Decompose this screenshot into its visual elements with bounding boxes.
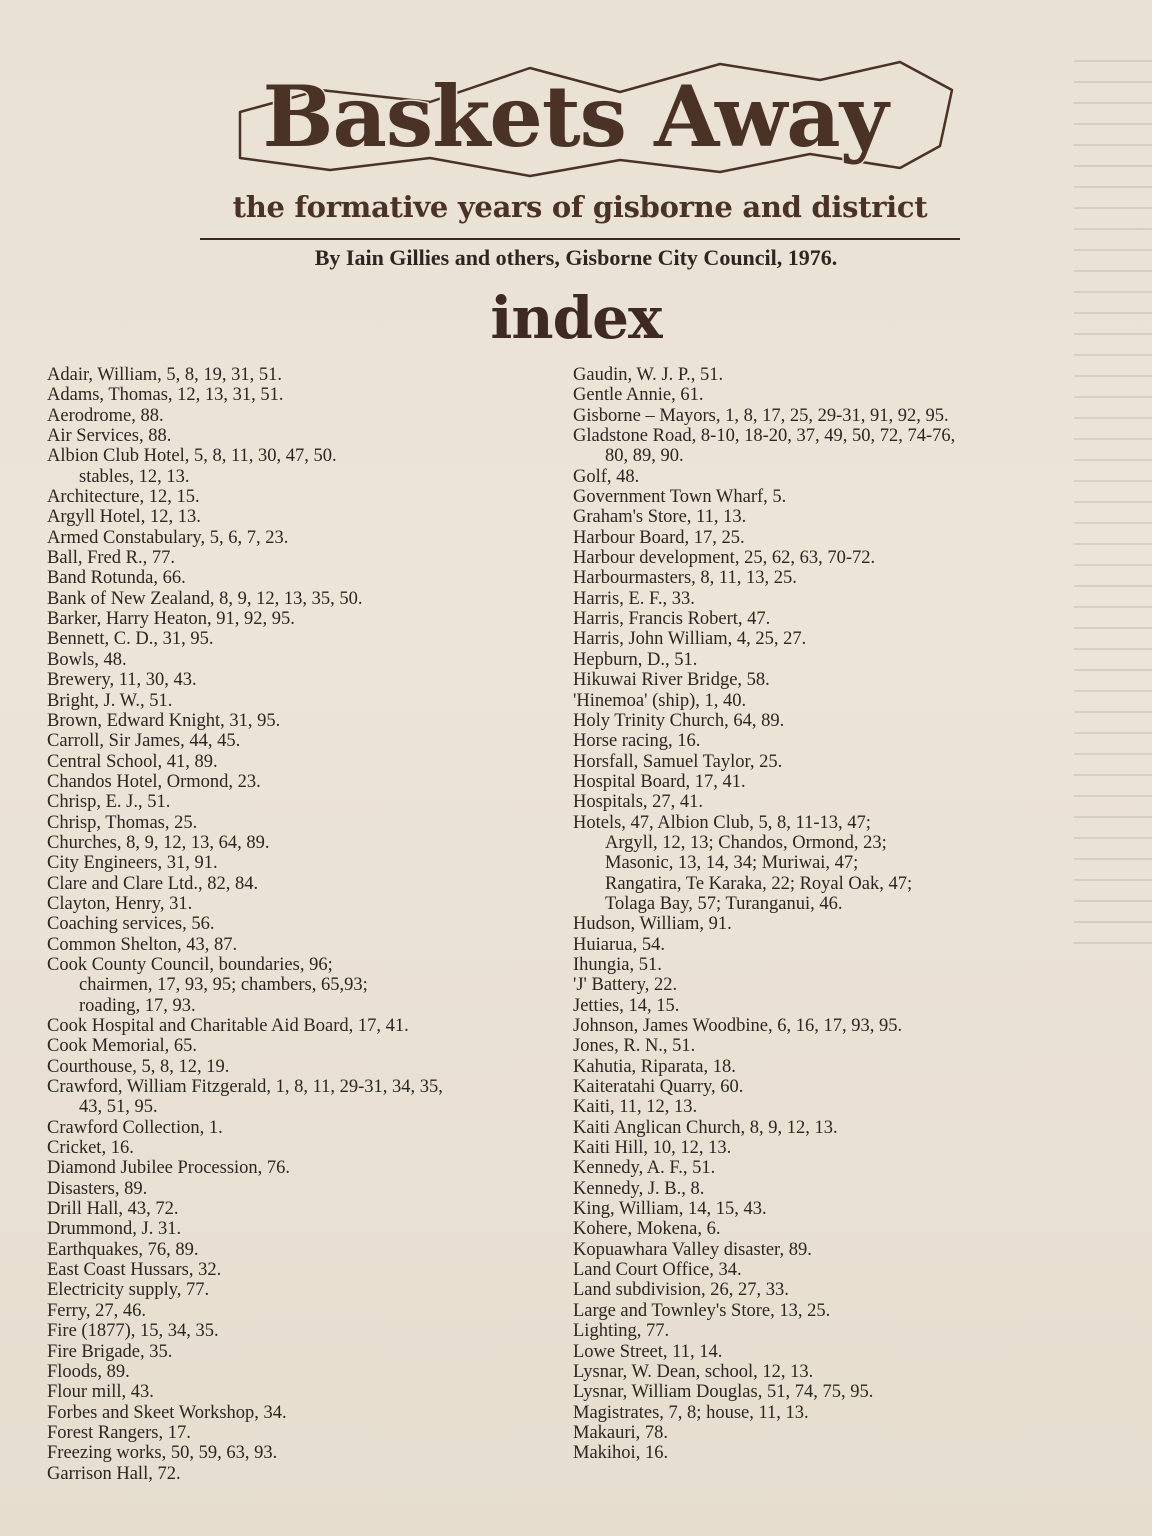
index-entry: Common Shelton, 43, 87.	[47, 934, 238, 955]
index-entry: Makihoi, 16.	[573, 1443, 669, 1464]
index-entry: Ihungia, 51.	[573, 954, 662, 975]
index-entry: Makauri, 78.	[573, 1422, 669, 1443]
index-entry: Kaiti, 11, 12, 13.	[573, 1097, 698, 1118]
index-entry: Armed Constabulary, 5, 6, 7, 23.	[47, 527, 289, 548]
index-entry: Jetties, 14, 15.	[573, 995, 680, 1016]
index-entry: 'Hinemoa' (ship), 1, 40.	[573, 690, 747, 711]
index-entry: Harbour development, 25, 62, 63, 70-72.	[573, 548, 876, 569]
index-entry: Golf, 48.	[573, 466, 640, 487]
index-entry: Electricity supply, 77.	[47, 1280, 210, 1301]
index-entry: Hikuwai River Bridge, 58.	[573, 670, 770, 691]
index-entry: Forest Rangers, 17.	[47, 1422, 191, 1443]
index-column-left	[47, 365, 587, 1484]
index-entry: Brewery, 11, 30, 43.	[47, 670, 197, 691]
index-subentry: chairmen, 17, 93, 95; chambers, 65,93;	[79, 975, 368, 996]
index-subentry: Masonic, 13, 14, 34; Muriwai, 47;	[605, 853, 859, 874]
index-subentry: Argyll, 12, 13; Chandos, Ormond, 23;	[605, 832, 887, 853]
index-entry: Lysnar, W. Dean, school, 12, 13.	[573, 1361, 814, 1382]
byline: By Iain Gillies and others, Gisborne City Council, 1976.	[314, 245, 838, 270]
index-entry: Barker, Harry Heaton, 91, 92, 95.	[47, 609, 295, 630]
index-entry: Harris, John William, 4, 25, 27.	[573, 629, 807, 650]
index-entry: Harbourmasters, 8, 11, 13, 25.	[573, 568, 797, 589]
index-entry: Albion Club Hotel, 5, 8, 11, 30, 47, 50.	[47, 446, 337, 467]
index-entry: Fire Brigade, 35.	[47, 1341, 173, 1362]
index-entry: City Engineers, 31, 91.	[47, 853, 218, 874]
index-entry: Brown, Edward Knight, 31, 95.	[47, 710, 281, 731]
index-entry: Adair, William, 5, 8, 19, 31, 51.	[47, 365, 283, 385]
index-entry: Diamond Jubilee Procession, 76.	[47, 1158, 291, 1179]
index-entry: Hospital Board, 17, 41.	[573, 771, 746, 792]
index-entry: Hudson, William, 91.	[573, 914, 732, 935]
index-entry: Cook Memorial, 65.	[47, 1036, 198, 1057]
index-entry: Freezing works, 50, 59, 63, 93.	[47, 1443, 278, 1464]
index-entry: East Coast Hussars, 32.	[47, 1260, 222, 1281]
index-entry: Chrisp, Thomas, 25.	[47, 812, 198, 833]
index-entry: Harris, Francis Robert, 47.	[573, 609, 771, 630]
index-entry: Forbes and Skeet Workshop, 34.	[47, 1402, 287, 1423]
index-entry: Floods, 89.	[47, 1361, 130, 1382]
index-entry: Drill Hall, 43, 72.	[47, 1199, 179, 1220]
index-entry: Graham's Store, 11, 13.	[573, 507, 747, 528]
index-entry: Bank of New Zealand, 8, 9, 12, 13, 35, 50.	[47, 588, 363, 609]
index-entry: Lowe Street, 11, 14.	[573, 1341, 723, 1362]
index-entry: Crawford, William Fitzgerald, 1, 8, 11, 29-31, 34, 35,	[47, 1077, 443, 1098]
baskets-away-logo	[200, 50, 960, 190]
index-entry: Carroll, Sir James, 44, 45.	[47, 731, 241, 752]
index-subentry: Tolaga Bay, 57; Turanganui, 46.	[605, 893, 843, 914]
index-entry: Kaiteratahi Quarry, 60.	[573, 1077, 744, 1098]
book-subtitle: the formative years of gisborne and district	[232, 190, 928, 224]
index-subentry: stables, 12, 13.	[79, 466, 190, 487]
index-entry: Kopuawhara Valley disaster, 89.	[573, 1239, 812, 1260]
index-entry: Architecture, 12, 15.	[47, 487, 200, 508]
index-entry: Central School, 41, 89.	[47, 751, 218, 772]
index-entry: Land Court Office, 34.	[573, 1260, 742, 1281]
index-entry: Disasters, 89.	[47, 1178, 148, 1199]
index-entry: Gaudin, W. J. P., 51.	[573, 365, 724, 385]
index-entry: Courthouse, 5, 8, 12, 19.	[47, 1056, 230, 1077]
index-entry: Magistrates, 7, 8; house, 11, 13.	[573, 1402, 809, 1423]
index-subentry: roading, 17, 93.	[79, 995, 196, 1016]
index-entry: Horsfall, Samuel Taylor, 25.	[573, 751, 783, 772]
index-entry: Kennedy, A. F., 51.	[573, 1158, 716, 1179]
index-entry: Churches, 8, 9, 12, 13, 64, 89.	[47, 832, 270, 853]
index-entry: Chandos Hotel, Ormond, 23.	[47, 771, 261, 792]
index-entry: Government Town Wharf, 5.	[573, 487, 787, 508]
index-entry: Clayton, Henry, 31.	[47, 893, 193, 914]
index-entry: Ball, Fred R., 77.	[47, 548, 175, 569]
index-entry: Argyll Hotel, 12, 13.	[47, 507, 201, 528]
index-entry: Bowls, 48.	[47, 649, 127, 670]
index-entry: Earthquakes, 76, 89.	[47, 1239, 199, 1260]
index-entry: Kaiti Hill, 10, 12, 13.	[573, 1138, 732, 1159]
index-entry: Ferry, 27, 46.	[47, 1300, 146, 1321]
index-entry: Holy Trinity Church, 64, 89.	[573, 710, 785, 731]
index-entry: Hospitals, 27, 41.	[573, 792, 704, 813]
index-subentry: Rangatira, Te Karaka, 22; Royal Oak, 47;	[605, 873, 913, 894]
index-entry: Hepburn, D., 51.	[573, 649, 698, 670]
index-entry: Kaiti Anglican Church, 8, 9, 12, 13.	[573, 1117, 838, 1138]
index-entry: Kennedy, J. B., 8.	[573, 1178, 705, 1199]
index-entry: Gladstone Road, 8-10, 18-20, 37, 49, 50, 72, 74-76,	[573, 426, 956, 447]
index-entry: Johnson, James Woodbine, 6, 16, 17, 93, 95.	[573, 1016, 903, 1036]
index-column-right	[573, 365, 1113, 1464]
index-subentry: 80, 89, 90.	[605, 446, 684, 467]
index-entry: Land subdivision, 26, 27, 33.	[573, 1280, 789, 1301]
index-entry: Horse racing, 16.	[573, 731, 701, 752]
index-entry: Gisborne – Mayors, 1, 8, 17, 25, 29-31, 91, 92, 95.	[573, 405, 949, 426]
logo-text: Baskets Away	[262, 67, 888, 166]
index-entry: Kohere, Mokena, 6.	[573, 1219, 721, 1240]
index-entry: Aerodrome, 88.	[47, 405, 164, 426]
index-entry: Coaching services, 56.	[47, 914, 215, 935]
index-entry: Drummond, J. 31.	[47, 1219, 182, 1240]
index-entry: Gentle Annie, 61.	[573, 385, 704, 406]
masthead	[200, 50, 960, 250]
index-entry: Hotels, 47, Albion Club, 5, 8, 11-13, 47;	[573, 812, 871, 833]
index-heading: index	[490, 284, 662, 352]
index-entry: Chrisp, E. J., 51.	[47, 792, 171, 813]
index-entry: Lysnar, William Douglas, 51, 74, 75, 95.	[573, 1382, 874, 1403]
index-entry: Huiarua, 54.	[573, 934, 665, 955]
index-entry: Lighting, 77.	[573, 1321, 670, 1342]
index-entry: Flour mill, 43.	[47, 1382, 154, 1403]
index-entry: Fire (1877), 15, 34, 35.	[47, 1321, 219, 1342]
index-entry: Crawford Collection, 1.	[47, 1117, 223, 1138]
index-entry: Bright, J. W., 51.	[47, 690, 173, 711]
index-entry: Adams, Thomas, 12, 13, 31, 51.	[47, 385, 284, 406]
index-entry: Garrison Hall, 72.	[47, 1463, 181, 1484]
index-entry: Harbour Board, 17, 25.	[573, 527, 745, 548]
index-entry: Large and Townley's Store, 13, 25.	[573, 1300, 831, 1321]
index-entry: Cook Hospital and Charitable Aid Board, 17, 41.	[47, 1016, 409, 1036]
index-entry: Band Rotunda, 66.	[47, 568, 186, 589]
index-subentry: 43, 51, 95.	[79, 1097, 158, 1118]
index-entry: King, William, 14, 15, 43.	[573, 1199, 767, 1220]
index-entry: Air Services, 88.	[47, 426, 172, 447]
index-entry: 'J' Battery, 22.	[573, 975, 678, 996]
masthead-rule	[200, 238, 960, 240]
index-entry: Bennett, C. D., 31, 95.	[47, 629, 214, 650]
index-entry: Kahutia, Riparata, 18.	[573, 1056, 736, 1077]
index-entry: Harris, E. F., 33.	[573, 588, 695, 609]
index-entry: Clare and Clare Ltd., 82, 84.	[47, 873, 259, 894]
index-entry: Jones, R. N., 51.	[573, 1036, 696, 1057]
index-entry: Cook County Council, boundaries, 96;	[47, 954, 333, 975]
index-entry: Cricket, 16.	[47, 1138, 134, 1159]
